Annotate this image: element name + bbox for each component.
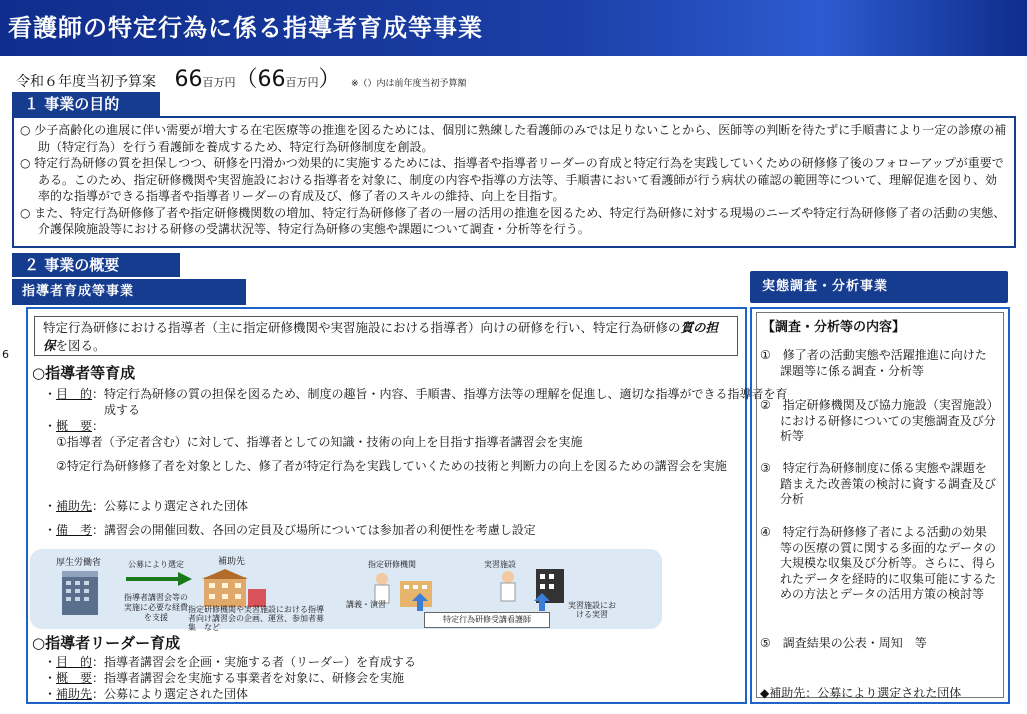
leader-outline-label: 概 要 [56, 671, 93, 685]
budget-paren-close: ） [318, 67, 341, 92]
trainer-outline-label: 概 要 [56, 419, 93, 433]
leader-subsidy-label: 補助先 [56, 687, 93, 701]
diagram-designated-label: 指定研修機関 [368, 560, 416, 569]
diagram-grantee-label: 補助先 [218, 557, 246, 567]
diagram-mhlw-label: 厚生労働省 [56, 558, 102, 568]
budget-paren-open: （ [235, 67, 258, 92]
trainer-subsidy: ・補助先：公募により選定された団体 [44, 499, 249, 513]
trainer-outline-colon: ： [92, 419, 105, 433]
page-margin-mark: 6 [2, 348, 9, 361]
diagram-selection-label: 公募により選定 [128, 560, 184, 569]
trainer-subsidy-label: 補助先 [56, 499, 93, 513]
arrow-right-icon [124, 569, 194, 589]
budget-prev-unit: 百万円 [285, 76, 319, 89]
leader-outline-text: ：指導者講習会を実施する事業者を対象に、研修会を実施 [92, 671, 405, 685]
budget-note: ※（）内は前年度当初予算額 [350, 79, 467, 89]
grantee-building-icon [198, 567, 270, 607]
arrow-up-icon [412, 593, 428, 611]
budget-prev-amount: 66 [257, 67, 286, 92]
survey-item-2: ② 指定研修機関及び協力施設（実習施設）における研修についての実態調査及び分析等 [760, 398, 996, 443]
trainer-purpose-text: ：特定行為研修の質の担保を図るため、制度の趣旨・内容、手順書、指導方法等の理解を促進し、適切な指導ができる指導者を育成する [92, 387, 788, 417]
survey-subsidy: ◆補助先：公募により選定された団体 [760, 686, 962, 700]
trainer-remarks-label: 備 考 [56, 523, 93, 537]
intro-box [34, 316, 738, 356]
scheme-diagram [30, 549, 662, 632]
leader-subsidy: ・補助先：公募により選定された団体 [44, 687, 249, 701]
intro-text-end: を図る。 [55, 338, 106, 353]
diagram-practice-label: 実習施設 [484, 560, 516, 569]
left-panel-heading: 指導者育成等事業 [12, 279, 246, 305]
leader-outline: ・概 要：指導者講習会を実施する事業者を対象に、研修会を実施 [44, 671, 405, 685]
purpose-bullet-3: ○ また、特定行為研修修了者や指定研修機関数の増加、特定行為研修修了者の一層の活用の推進を図るため、特定行為研修に対する現場のニーズや特定行為研修修了者の活動の実態、介護保険施設等における研修の受講状況等、特定行為研修の実態や課題について調査・分析等を行う。 [20, 205, 1006, 236]
leader-purpose-text: ：指導者講習会を企画・実施する者（リーダー）を育成する [92, 655, 417, 669]
title-bar [0, 0, 1027, 56]
page-title: 看護師の特定行為に係る指導者育成等事業 [8, 14, 483, 42]
trainer-purpose: ・目 的：特定行為研修の質の担保を図るため、制度の趣旨・内容、手順書、指導方法等の理解を促進し、適切な指導ができる指導者を育成する [44, 387, 788, 417]
leader-purpose-label: 目 的 [56, 655, 93, 669]
leader-heading: ○指導者リーダー育成 [32, 634, 181, 652]
diagram-trainee-bar: 特定行為研修受講看護師 [424, 612, 550, 628]
leader-purpose: ・目 的：指導者講習会を企画・実施する者（リーダー）を育成する [44, 655, 417, 669]
intro-emphasis: 質の担保 [43, 320, 719, 353]
trainer-heading: ○指導者等育成 [32, 364, 136, 382]
budget-unit: 百万円 [202, 76, 236, 89]
section1-heading: １ 事業の目的 [12, 92, 160, 116]
diagram-grantee-desc: 指定研修機関や実習施設における指導者向け講習会の企画、運営、参加者募集 など [188, 605, 324, 632]
trainer-purpose-label: 目 的 [56, 387, 93, 401]
arrow-up-icon [534, 593, 550, 611]
trainer-remarks: ・備 考：講習会の開催回数、各回の定員及び場所については参加者の利便性を考慮し設定 [44, 523, 536, 537]
diagram-practice-desc: 実習施設における実習 [568, 601, 616, 619]
trainer-subsidy-text: ：公募により選定された団体 [92, 499, 249, 513]
survey-item-5: ⑤ 調査結果の公表・周知 等 [760, 636, 927, 650]
diagram-support-label: 指導者講習会等の実施に必要な経費を支援 [124, 593, 188, 622]
trainer-remarks-text: ：講習会の開催回数、各回の定員及び場所については参加者の利便性を考慮し設定 [92, 523, 536, 537]
trainer-outline-1: ①指導者（予定者含む）に対して、指導者としての知識・技術の向上を目指す指導者講習会を実施 [56, 435, 583, 449]
diagram-lecture-label: 講義・演習 [346, 600, 386, 609]
survey-item-1: ① 修了者の活動実態や活躍推進に向けた課題等に係る調査・分析等 [760, 348, 987, 378]
budget-prefix: 令和６年度当初予算案 [16, 74, 156, 90]
purpose-bullet-1: ○ 少子高齢化の進展に伴い需要が増大する在宅医療等の推進を図るためには、個別に熟練した看護師のみでは足りないことから、医師等の判断を待たずに手順書により一定の診療の補助（特定行為）を行う看護師を養成するため、特定行為研修制度を創設。 [20, 123, 1007, 154]
trainer-outline-2: ②特定行為研修修了者を対象とした、修了者が特定行為を実践していくための技術と判断力の向上を図るための講習会を実施 [56, 459, 727, 473]
practice-facility-icon [498, 565, 568, 607]
section1-box [12, 116, 1016, 248]
right-panel-heading: 実態調査・分析事業 [750, 271, 1008, 303]
purpose-bullet-2: ○ 特定行為研修の質を担保しつつ、研修を円滑かつ効果的に実施するためには、指導者や指導者リーダーの育成と特定行為を実践していくための研修修了後のフォローアップが重要である。このため、指定研修機関や実習施設における指導者を対象に、制度の内容や指導の方法等、手順書において看護師が行う病状の確認の範囲等について、理解促進を図り、効率的な指導ができる指導者や指導者リーダーの育成及び、修了者のスキルの維持、向上を目指す。 [20, 156, 1004, 203]
trainer-outline: ・概 要： [44, 419, 105, 433]
intro-text: 特定行為研修における指導者（主に指定研修機関や実習施設における指導者）向けの研修を行い、特定行為研修の [43, 320, 681, 335]
survey-heading: 【調査・分析等の内容】 [762, 320, 906, 335]
budget-amount: 66 [174, 67, 203, 92]
survey-item-4: ④ 特定行為研修修了者による活動の効果等の医療の質に関する多面的なデータの大規模な収集及び分析等。さらに、得られたデータを経時的に収集可能にするための方法とデータの活用方策の検討等 [760, 525, 997, 601]
ministry-building-icon [58, 567, 102, 617]
section2-heading: ２ 事業の概要 [12, 253, 180, 277]
budget-line [16, 62, 466, 93]
leader-subsidy-text: ：公募により選定された団体 [92, 687, 249, 701]
survey-item-3: ③ 特定行為研修制度に係る実態や課題を踏まえた改善策の検討に資する調査及び分析 [760, 461, 997, 506]
